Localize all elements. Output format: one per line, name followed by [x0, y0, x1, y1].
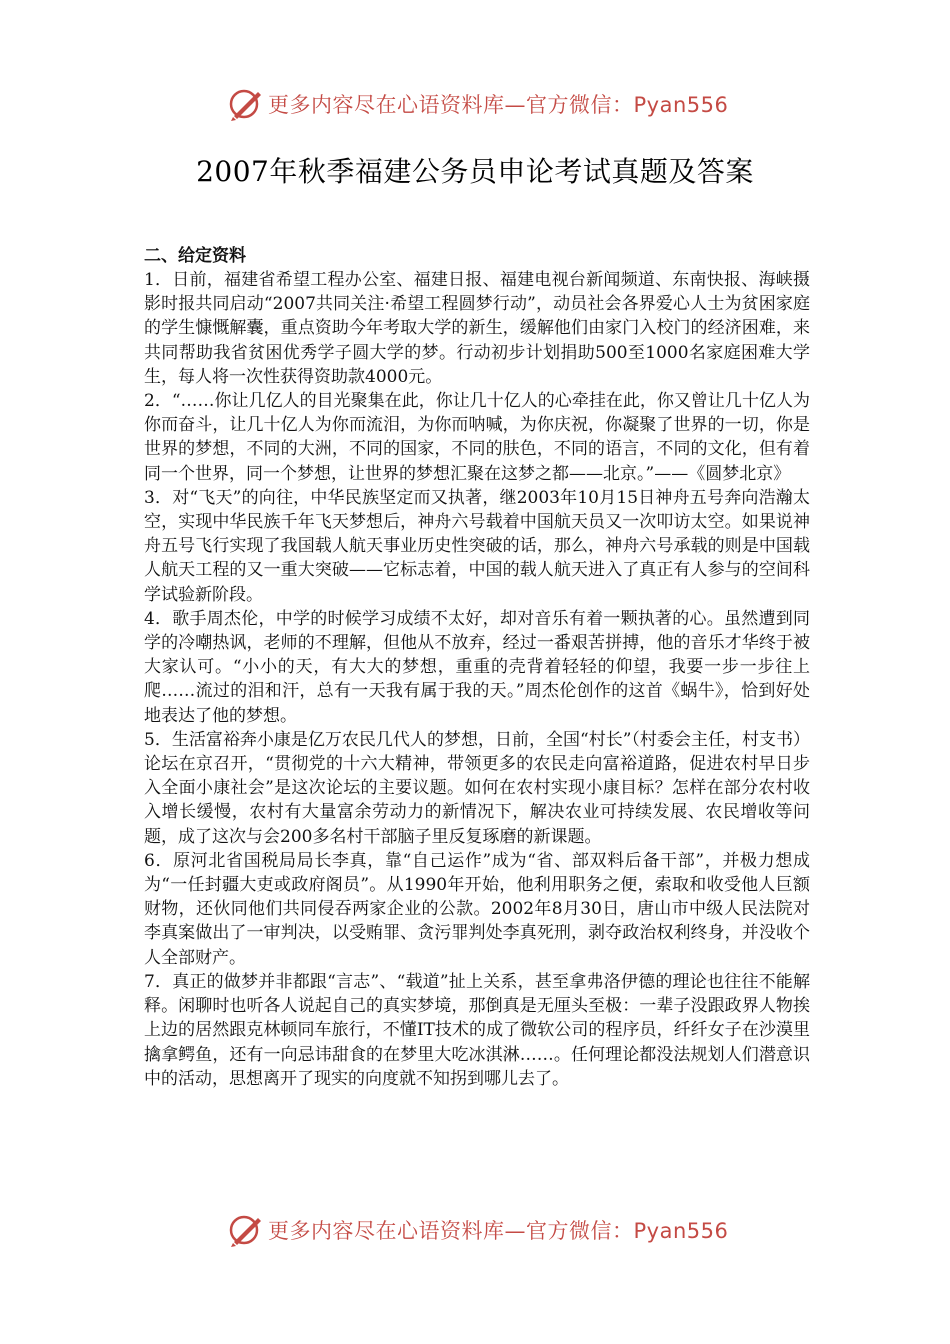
watermark-text: 更多内容尽在心语资料库—官方微信：Pyan556 [268, 1219, 729, 1243]
paragraph-7: 7．真正的做梦并非都跟“言志”、“载道”扯上关系，甚至拿弗洛伊德的理论也往往不能解释。闲聊时也听各人说起自己的真实梦境，那倒真是无厘头至极：一辈子没跟政界人物挨上边的居然跟克林顿同车旅行，不懂IT技术的成了微软公司的程序员，纤纤女子在沙漠里擒拿鳄鱼，还有一向忌讳甜食的在梦里大吃冰淇淋……。任何理论都没法规划人们潜意识中的活动，思想离开了现实的向度就不知拐到哪儿去了。 [144, 971, 810, 1089]
watermark-footer [228, 1210, 728, 1250]
paragraph-5: 5．生活富裕奔小康是亿万农民几代人的梦想，日前，全国“村长”（村委会主任，村支书）论坛在京召开，“贯彻党的十六大精神，带领更多的农民走向富裕道路，促进农村早日步入全面小康社会”是这次论坛的主要议题。如何在农村实现小康目标？怎样在部分农村收入增长缓慢，农村有大量富余劳动力的新情况下，解决农业可持续发展、农民增收等问题，成了这次与会200多名村干部脑子里反复琢磨的新课题。 [144, 729, 810, 847]
watermark-header [228, 84, 728, 124]
paragraph-2: 2．“……你让几亿人的目光聚集在此，你让几十亿人的心牵挂在此，你又曾让几十亿人为你而奋斗，让几十亿人为你而流泪，为你而呐喊，为你庆祝，你凝聚了世界的一切，你是世界的梦想，不同的大洲，不同的国家，不同的肤色，不同的语言，不同的文化，但有着同一个世界，同一个梦想，让世界的梦想汇聚在这梦之都——北京。”——《圆梦北京》 [144, 391, 810, 484]
paragraph-6: 6．原河北省国税局局长李真，靠“自己运作”成为“省、部双料后备干部”，并极力想成为“一任封疆大吏或政府阁员”。从1990年开始，他利用职务之便，索取和收受他人巨额财物，还伙同他们共同侵吞两家企业的公款。2002年8月30日，唐山市中级人民法院对李真案做出了一审判决，以受贿罪、贪污罪判处李真死刑，剥夺政治权利终身，并没收个人全部财产。 [144, 850, 810, 968]
document-body [144, 244, 810, 1091]
watermark-text: 更多内容尽在心语资料库—官方微信：Pyan556 [268, 93, 729, 117]
pen-logo-icon [228, 1212, 264, 1248]
paragraph-3: 3．对“飞天”的向往，中华民族坚定而又执著，继2003年10月15日神舟五号奔向浩瀚太空，实现中华民族千年飞天梦想后，神舟六号载着中国航天员又一次叩访太空。如果说神舟五号飞行实现了我国载人航天事业历史性突破的话，那么，神舟六号承载的则是中国载人航天工程的又一重大突破——它标志着，中国的载人航天进入了真正有人参与的空间科学试验新阶段。 [144, 487, 810, 605]
document-title: 2007年秋季福建公务员申论考试真题及答案 [196, 155, 754, 188]
paragraph-4: 4．歌手周杰伦，中学的时候学习成绩不太好，却对音乐有着一颗执著的心。虽然遭到同学的冷嘲热讽，老师的不理解，但他从不放弃，经过一番艰苦拼搏，他的音乐才华终于被大家认可。“小小的天，有大大的梦想，重重的壳背着轻轻的仰望，我要一步一步往上爬……流过的泪和汗，总有一天我有属于我的天。”周杰伦创作的这首《蜗牛》，恰到好处地表达了他的梦想。 [144, 608, 810, 726]
paragraph-1: 1．日前，福建省希望工程办公室、福建日报、福建电视台新闻频道、东南快报、海峡摄影时报共同启动“2007共同关注·希望工程圆梦行动”，动员社会各界爱心人士为贫困家庭的学生慷慨解囊，重点资助今年考取大学的新生，缓解他们由家门入校门的经济困难，来共同帮助我省贫困优秀学子圆大学的梦。行动初步计划捐助500至1000名家庭困难大学生，每人将一次性获得资助款4000元。 [144, 270, 810, 387]
section-heading: 二、给定资料 [144, 246, 246, 266]
pen-logo-icon [228, 86, 264, 122]
